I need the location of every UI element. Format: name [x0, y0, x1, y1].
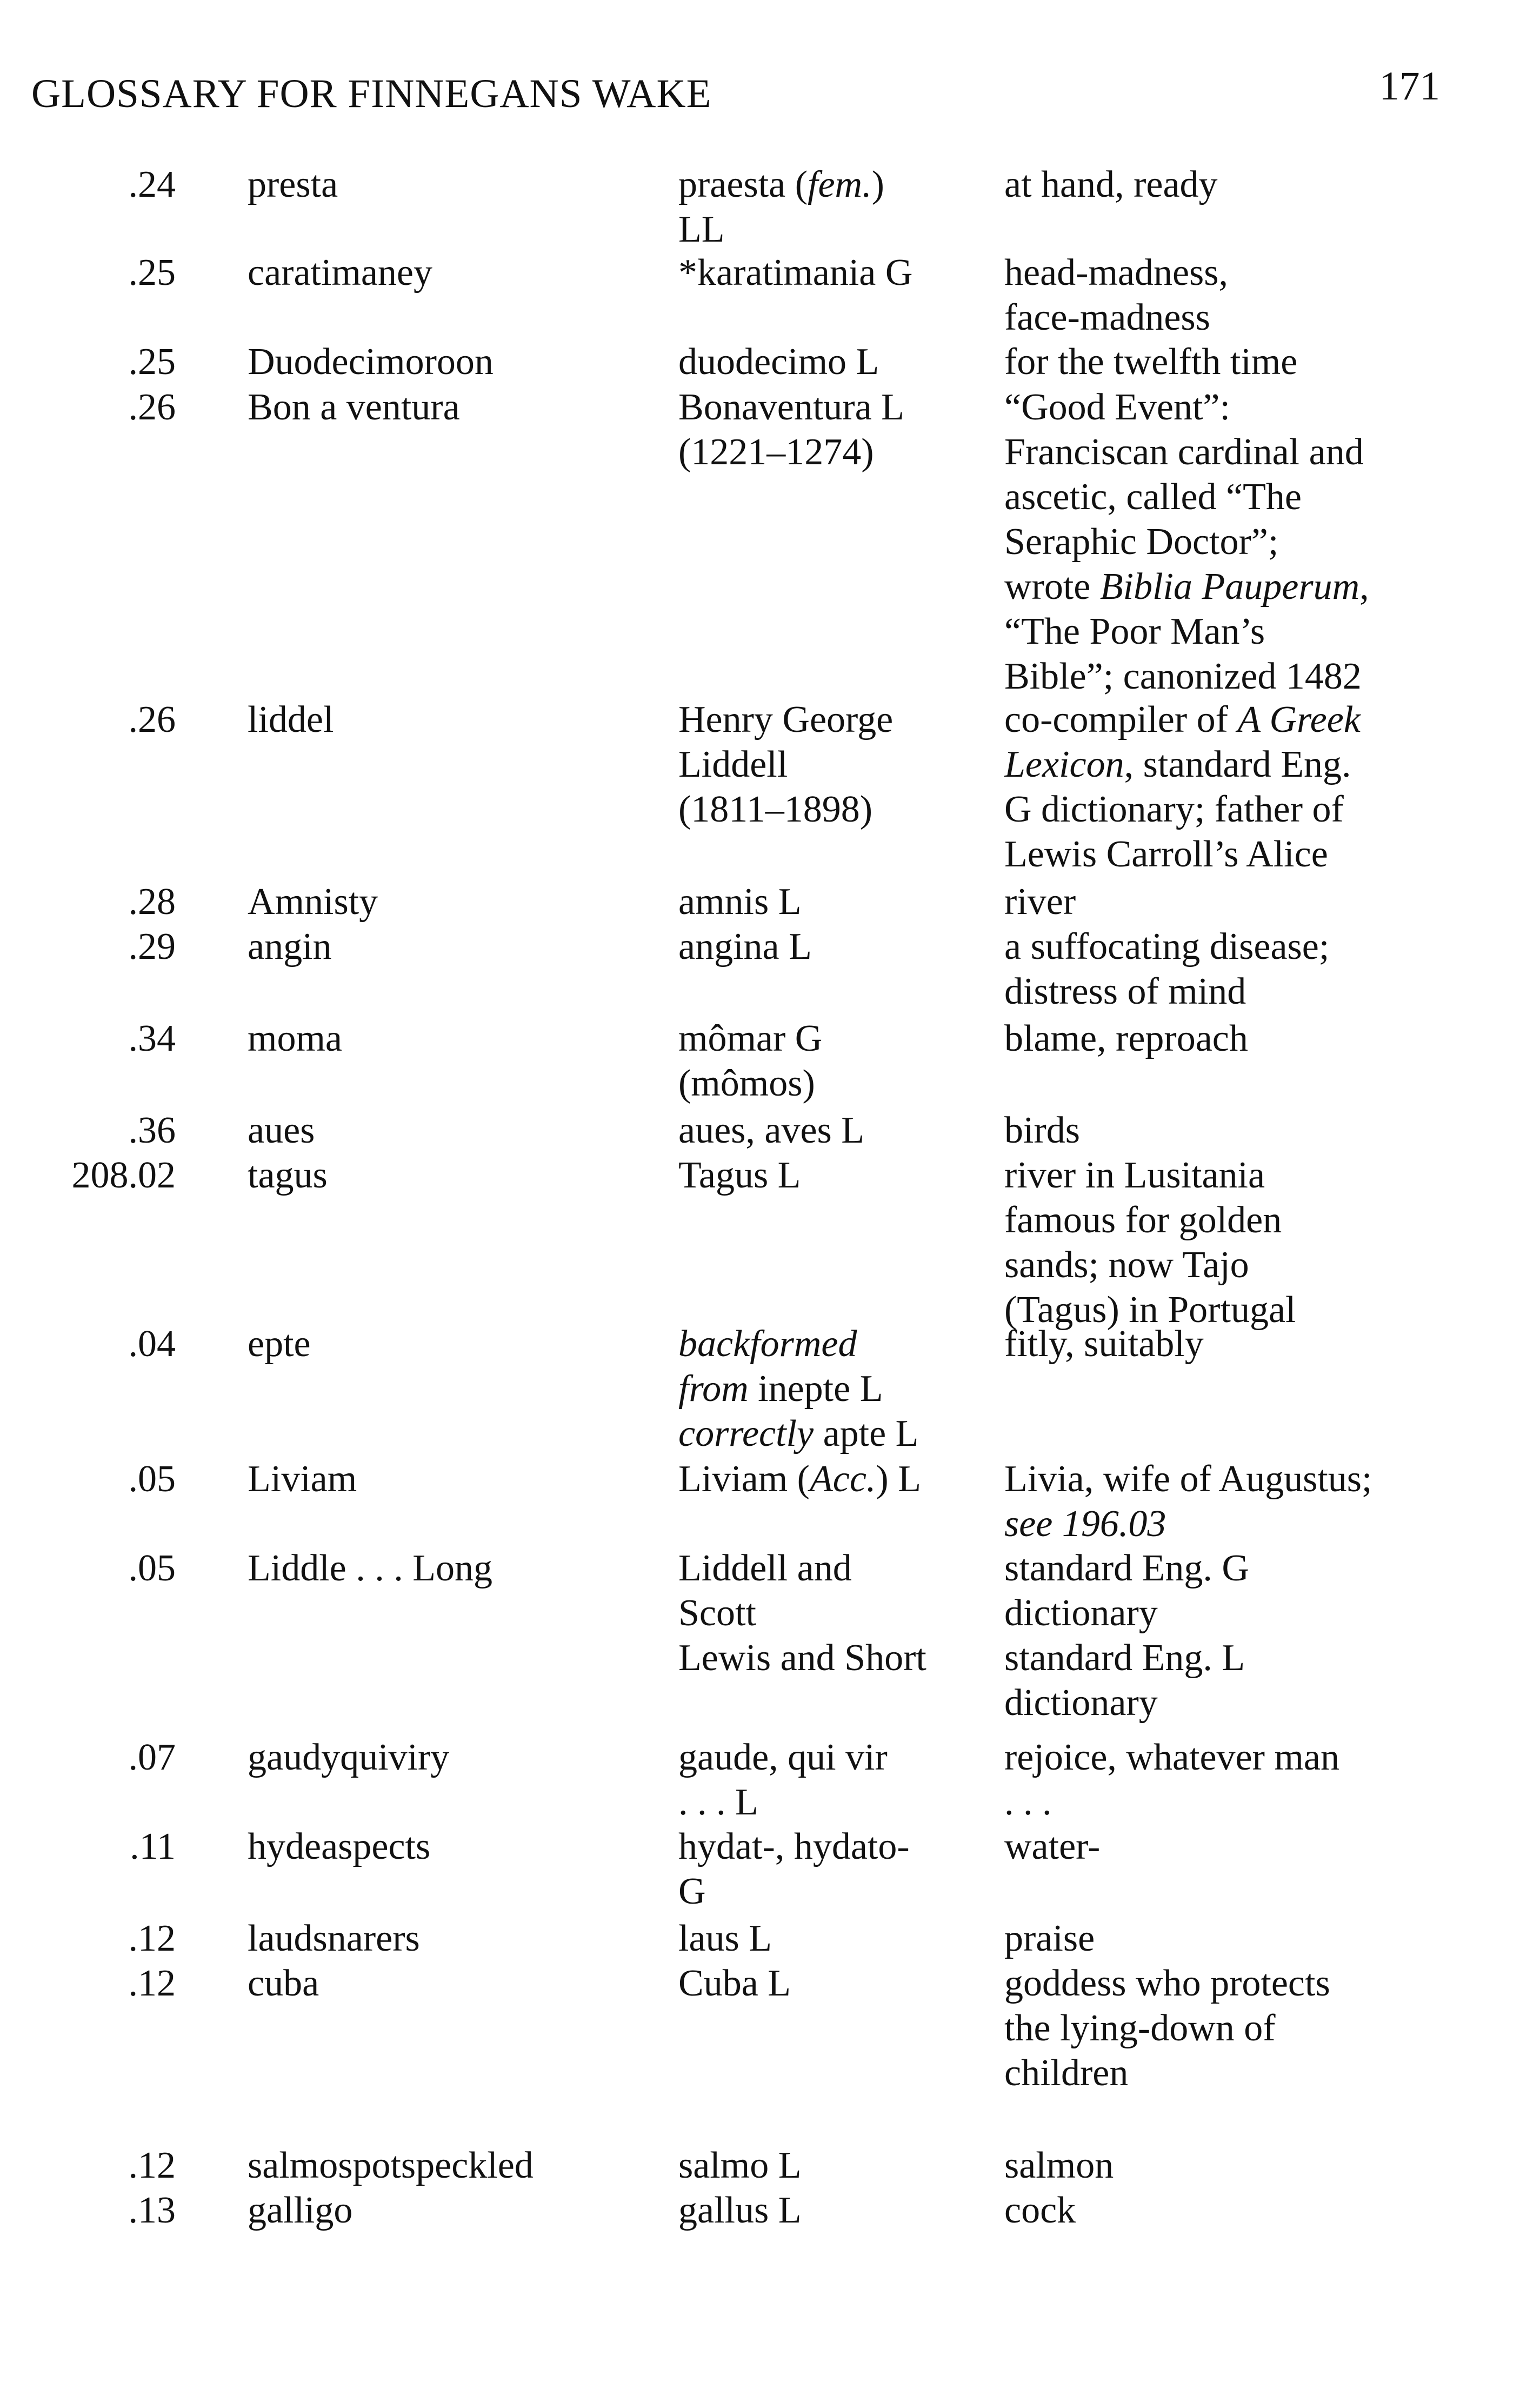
entry-ref: .12 [128, 2145, 176, 2186]
entry-definition-line: water- [1004, 1826, 1101, 1867]
entry-source-line: angina L [678, 926, 812, 967]
entry-source-line: Lewis and Short [678, 1637, 926, 1679]
entry-ref: .28 [128, 881, 176, 923]
entry-definition-line: salmon [1004, 2145, 1114, 2186]
entry-ref: .05 [128, 1547, 176, 1589]
entry-source [678, 162, 884, 252]
entry-definition-line: praise [1004, 1918, 1095, 1959]
entry-definition [1004, 1916, 1095, 1961]
entry-source-line: gallus L [678, 2190, 802, 2231]
entry-word: laudsnarers [248, 1918, 420, 1959]
entry-definition [1004, 1016, 1248, 1061]
entry-definition [1004, 250, 1228, 340]
entry-definition [1004, 1153, 1296, 1332]
entry-definition-line: distress of mind [1004, 971, 1246, 1012]
entry-definition-line: cock [1004, 2190, 1076, 2231]
entry-definition [1004, 1546, 1249, 1725]
entry-word: angin [248, 926, 332, 967]
entry-source [678, 1153, 801, 1198]
entry-source-line: aues, aves L [678, 1110, 865, 1151]
entry-ref: .26 [128, 699, 176, 740]
entry-definition [1004, 1735, 1339, 1825]
entry-ref: .12 [128, 1918, 176, 1959]
entry-definition [1004, 162, 1218, 207]
page-number: 171 [1379, 64, 1440, 109]
entry-source-line: Liddell and [678, 1547, 852, 1589]
entry-ref: .29 [128, 926, 176, 967]
entry-source-line: (mômos) [678, 1063, 815, 1104]
entry-definition-line: children [1004, 2052, 1129, 2094]
entry-definition-line: the lying-down of [1004, 2007, 1276, 2049]
entry-source-line: *karatimania G [678, 252, 913, 293]
entry-definition [1004, 924, 1329, 1014]
entry-ref: .26 [128, 386, 176, 428]
entry-definition-line: “The Poor Man’s [1004, 611, 1265, 652]
entry-definition-line: for the twelfth time [1004, 341, 1298, 383]
entry-definition [1004, 2188, 1076, 2233]
entry-definition-line: head-madness, [1004, 252, 1229, 293]
entry-source-line: G [678, 1871, 706, 1912]
entry-definition-line: famous for golden [1004, 1199, 1282, 1241]
entry-source-line: hydat-, hydato- [678, 1826, 910, 1867]
entry-source [678, 250, 912, 295]
entry-definition [1004, 1322, 1204, 1366]
entry-definition-line: birds [1004, 1110, 1080, 1151]
entry-ref: .24 [128, 164, 176, 205]
entry-definition-line: goddess who protects [1004, 1963, 1330, 2004]
entry-definition-line: (Tagus) in Portugal [1004, 1289, 1296, 1331]
entry-definition-line: face-madness [1004, 297, 1210, 338]
entry-word: salmospotspeckled [248, 2145, 534, 2186]
entry-source-line: Cuba L [678, 1963, 791, 2004]
entry-source-line: . . . L [678, 1781, 758, 1823]
entry-source-line: Henry George [678, 699, 894, 740]
entry-word: Liviam [248, 1458, 357, 1500]
entry-word: epte [248, 1323, 311, 1365]
entry-definition-line: . . . [1004, 1781, 1052, 1823]
entry-word: cuba [248, 1963, 319, 2004]
entry-source-line: from inepte L [678, 1368, 883, 1410]
entry-ref: .13 [128, 2190, 176, 2231]
entry-definition-line: ascetic, called “The [1004, 476, 1302, 518]
entry-word: Bon a ventura [248, 386, 460, 428]
entry-definition-line: wrote Biblia Pauperum, [1004, 566, 1369, 608]
entry-source-line: (1811–1898) [678, 789, 873, 830]
entry-word: tagus [248, 1154, 328, 1196]
entry-source [678, 879, 801, 924]
entry-source [678, 1457, 921, 1501]
entry-definition [1004, 879, 1076, 924]
entry-definition [1004, 385, 1369, 699]
entry-source [678, 1735, 888, 1825]
entry-definition-line: fitly, suitably [1004, 1323, 1204, 1365]
entry-definition [1004, 339, 1297, 384]
entry-source [678, 1108, 864, 1153]
entry-word: galligo [248, 2190, 353, 2231]
entry-word: Duodecimoroon [248, 341, 494, 383]
entry-definition [1004, 1457, 1372, 1546]
entry-ref: .05 [128, 1458, 176, 1500]
entry-source-line: Bonaventura L [678, 386, 904, 428]
entry-source [678, 1322, 918, 1456]
entry-definition-line: Lewis Carroll’s Alice [1004, 833, 1328, 875]
entry-source [678, 924, 812, 969]
entry-definition-line: sands; now Tajo [1004, 1244, 1249, 1286]
entry-definition-line: Lexicon, standard Eng. [1004, 744, 1351, 785]
entry-definition-line: river [1004, 881, 1076, 923]
entry-ref: .36 [128, 1110, 176, 1151]
entry-definition-line: G dictionary; father of [1004, 789, 1344, 830]
entry-word: Liddle . . . Long [248, 1547, 492, 1589]
entry-source-line: Scott [678, 1592, 756, 1634]
entry-source-line: laus L [678, 1918, 772, 1959]
entry-source [678, 1016, 822, 1106]
entry-source-line: LL [678, 209, 725, 250]
entry-definition [1004, 1824, 1100, 1869]
entry-definition [1004, 697, 1361, 877]
entry-word: liddel [248, 699, 334, 740]
entry-source-line: duodecimo L [678, 341, 879, 383]
entry-definition-line: see 196.03 [1004, 1503, 1166, 1545]
entry-definition [1004, 1961, 1330, 2095]
entry-ref: .04 [128, 1323, 176, 1365]
entry-word: aues [248, 1110, 315, 1151]
entry-ref: .07 [128, 1737, 176, 1778]
entry-definition-line: standard Eng. G [1004, 1547, 1249, 1589]
entry-definition-line: rejoice, whatever man [1004, 1737, 1339, 1778]
entry-definition-line: a suffocating disease; [1004, 926, 1330, 967]
entry-definition-line: Livia, wife of Augustus; [1004, 1458, 1372, 1500]
entry-definition-line: at hand, ready [1004, 164, 1218, 205]
entry-word: moma [248, 1018, 342, 1059]
entry-definition-line: Seraphic Doctor”; [1004, 521, 1279, 563]
entry-source-line: praesta (fem.) [678, 164, 884, 205]
entry-source [678, 339, 879, 384]
entry-source-line: Tagus L [678, 1154, 801, 1196]
entry-source [678, 1824, 910, 1914]
entry-definition [1004, 2143, 1114, 2188]
entry-source [678, 1961, 791, 2006]
entry-definition-line: co-compiler of A Greek [1004, 699, 1361, 740]
entry-source [678, 1546, 926, 1680]
entry-definition-line: dictionary [1004, 1682, 1158, 1724]
entry-source [678, 2143, 801, 2188]
entry-source [678, 2188, 801, 2233]
entry-source-line: backformed [678, 1323, 857, 1365]
entry-source-line: correctly apte L [678, 1413, 919, 1454]
entry-definition-line: “Good Event”: [1004, 386, 1230, 428]
entry-definition-line: Bible”; canonized 1482 [1004, 656, 1362, 697]
entry-definition-line: river in Lusitania [1004, 1154, 1265, 1196]
entry-ref: .12 [128, 1963, 176, 2004]
entry-source-line: Liddell [678, 744, 788, 785]
entry-definition [1004, 1108, 1080, 1153]
entry-word: caratimaney [248, 252, 433, 293]
entry-ref: 208.02 [71, 1154, 176, 1196]
entry-source-line: salmo L [678, 2145, 802, 2186]
entry-source-line: amnis L [678, 881, 802, 923]
entry-definition-line: standard Eng. L [1004, 1637, 1245, 1679]
entry-ref: .25 [128, 341, 176, 383]
entry-ref: .11 [130, 1826, 176, 1867]
running-head: GLOSSARY FOR FINNEGANS WAKE [31, 71, 712, 116]
entry-source-line: (1221–1274) [678, 431, 874, 473]
entry-source-line: gaude, qui vir [678, 1737, 888, 1778]
entry-word: Amnisty [248, 881, 378, 923]
entry-definition-line: Franciscan cardinal and [1004, 431, 1364, 473]
entry-word: presta [248, 164, 338, 205]
entry-source-line: mômar G [678, 1018, 823, 1059]
entry-source [678, 697, 893, 832]
entry-definition-line: blame, reproach [1004, 1018, 1248, 1059]
entry-word: hydeaspects [248, 1826, 431, 1867]
entry-word: gaudyquiviry [248, 1737, 450, 1778]
entry-ref: .34 [128, 1018, 176, 1059]
entry-ref: .25 [128, 252, 176, 293]
entry-definition-line: dictionary [1004, 1592, 1158, 1634]
entry-source [678, 385, 904, 475]
entry-source [678, 1916, 772, 1961]
entry-source-line: Liviam (Acc.) L [678, 1458, 921, 1500]
